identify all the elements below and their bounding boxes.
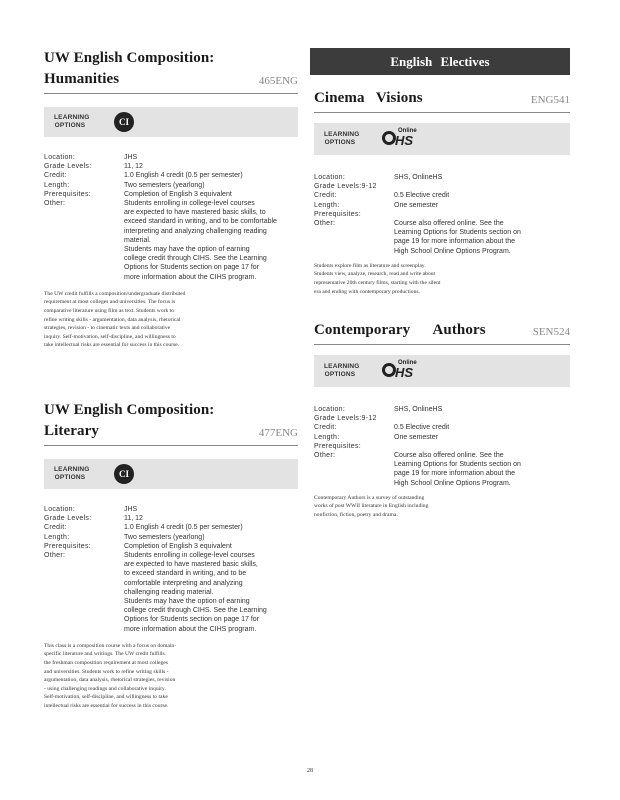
detail-label: Other:	[314, 220, 336, 228]
detail-value-line: page 19 for more information about the	[394, 470, 516, 478]
detail-row	[44, 533, 298, 542]
detail-value	[124, 505, 298, 514]
detail-row	[314, 433, 570, 442]
divider	[44, 445, 298, 446]
course-description	[44, 642, 298, 711]
detail-value-line	[394, 182, 570, 191]
learning-options-label: LEARNING OPTIONS	[54, 466, 90, 481]
detail-value-line: 1.0 English 4 credit (0.5 per semester)	[124, 524, 243, 532]
divider	[44, 93, 298, 94]
detail-value-line: are expected to have mastered basic skills, to	[124, 209, 266, 217]
detail-label: Other:	[44, 200, 66, 208]
detail-value-line: are expected to have mastered basic skills,	[124, 561, 258, 569]
detail-label: Grade Levels:	[44, 163, 92, 171]
detail-row	[44, 181, 298, 190]
detail-row	[44, 199, 298, 282]
learning-options-label: LEARNING OPTIONS	[324, 131, 360, 146]
detail-value	[124, 199, 298, 282]
detail-label: Location:	[314, 406, 346, 413]
course-title: Cinema Visions	[314, 90, 423, 106]
description-line: - using challenging readings and collaborative inquiry.	[44, 685, 166, 692]
detail-value-line	[394, 210, 570, 219]
detail-label: Credit:	[314, 424, 337, 432]
description-line: intellectual risks are essential for success in this course.	[44, 703, 169, 709]
detail-value-line: page 19 for more information about the	[394, 238, 516, 246]
detail-value-line: High School Online Options Program.	[394, 247, 511, 255]
description-line: refine writing skills - argumentation, data analysis, rhetorical	[44, 316, 181, 323]
detail-label: Credit:	[314, 192, 337, 200]
description-line: era and ending with contemporary productions.	[314, 288, 420, 295]
detail-row	[44, 514, 298, 523]
course-details	[44, 505, 298, 634]
detail-label: Prerequisites:	[44, 190, 91, 198]
detail-row	[314, 201, 570, 210]
detail-label: Location:	[44, 154, 76, 161]
detail-value-line: 0.5 Elective credit	[394, 424, 450, 432]
detail-label: Credit:	[44, 524, 67, 532]
detail-value	[394, 433, 570, 442]
course-details	[314, 173, 570, 256]
online-hs-logo-icon: Online HS	[382, 360, 422, 382]
detail-value	[124, 551, 298, 634]
detail-row	[314, 414, 570, 423]
description-line: take intellectual risks are essential for success in this course.	[44, 342, 180, 349]
detail-value-line: SHS, OnlineHS	[394, 406, 443, 413]
detail-value-line: interpreting and analyzing challenging reading	[124, 227, 267, 235]
detail-row	[314, 442, 570, 451]
detail-row	[314, 405, 570, 414]
detail-value-line: 11, 12	[124, 515, 143, 523]
detail-value-line: Completion of English 3 equivalent	[124, 542, 232, 550]
description-line: works of post WWII literature in English including	[314, 503, 429, 510]
detail-value-line: college credit through CIHS. See the Learning	[124, 255, 267, 263]
divider	[314, 112, 570, 113]
detail-value	[124, 153, 298, 162]
cihs-logo-icon: CI	[114, 464, 134, 484]
learning-options-bar	[314, 123, 570, 155]
detail-value-line: SHS, OnlineHS	[394, 174, 443, 181]
detail-row	[44, 542, 298, 551]
course-code: SEN524	[532, 326, 570, 338]
detail-value	[394, 442, 570, 451]
detail-row	[44, 171, 298, 180]
detail-row	[314, 451, 570, 488]
detail-value-line: Students may have the option of earning	[124, 246, 250, 254]
online-hs-logo-icon: Online HS	[382, 128, 422, 150]
course-code: 477ENG	[258, 427, 298, 439]
course-description	[44, 290, 298, 350]
detail-value	[394, 210, 570, 219]
detail-value-line: Students enrolling in college-level courses	[124, 552, 255, 560]
detail-value-line	[394, 414, 570, 423]
detail-value-line: Two semesters (yearlong)	[124, 533, 205, 541]
learning-options-label: LEARNING OPTIONS	[54, 114, 90, 129]
detail-label: Credit:	[44, 172, 67, 180]
detail-label: Length:	[44, 181, 70, 189]
detail-row	[314, 219, 570, 256]
learning-options-bar	[44, 459, 298, 489]
description-line: requirement at most colleges and universities. The focus is	[44, 299, 176, 306]
course-description	[314, 494, 570, 520]
detail-value-line: Options for Students section on page 17 for	[124, 264, 260, 272]
description-line: argumentation, data analysis, rhetorical strategies, revision	[44, 677, 176, 684]
detail-label: Location:	[314, 174, 346, 181]
detail-value	[394, 201, 570, 210]
description-line: and universities. Students work to refine writing skills -	[44, 668, 169, 675]
course-literary	[44, 400, 298, 711]
detail-row	[314, 182, 570, 191]
detail-value-line: challenging reading material.	[124, 588, 214, 596]
detail-value	[394, 219, 570, 256]
detail-label: Length:	[314, 433, 340, 441]
detail-label: Other:	[314, 452, 336, 460]
course-description	[314, 262, 570, 296]
detail-label: Grade Levels:9-12	[314, 415, 377, 423]
description-line: inquiry. Self-motivation, self-discipline, and willingness to	[44, 333, 176, 340]
detail-label: Other:	[44, 552, 66, 560]
detail-row	[44, 523, 298, 532]
description-line: nonfiction, fiction, poetry and drama.	[314, 512, 398, 519]
divider	[314, 344, 570, 345]
detail-value	[124, 542, 298, 551]
description-line: Contemporary Authors is a survey of outstanding	[314, 494, 425, 501]
description-line: Students explore film as literature and screenplay.	[314, 262, 426, 269]
detail-value	[394, 423, 570, 432]
detail-value-line: Two semesters (yearlong)	[124, 181, 205, 189]
course-code: 465ENG	[258, 75, 298, 87]
learning-options-bar	[44, 107, 298, 137]
detail-label: Prerequisites:	[44, 542, 91, 550]
detail-value	[394, 182, 570, 191]
detail-row	[44, 190, 298, 199]
detail-value-line: 1.0 English 4 credit (0.5 per semester)	[124, 172, 243, 180]
detail-value-line: Options for Students section on page 17 for	[124, 616, 260, 624]
description-line: The UW credit fulfills a composition/undergraduate distributed	[44, 290, 186, 297]
course-details	[44, 153, 298, 282]
detail-value	[394, 173, 570, 182]
detail-value-line: Course also offered online. See the	[394, 220, 504, 228]
detail-value-line: Students enrolling in college-level courses	[124, 200, 255, 208]
detail-value	[124, 171, 298, 180]
course-contemporary-authors	[314, 320, 570, 520]
detail-value	[124, 523, 298, 532]
detail-value-line: JHS	[124, 154, 138, 161]
detail-value-line: comfortable interpreting and analyzing	[124, 579, 243, 587]
detail-value-line: JHS	[124, 506, 138, 513]
detail-value	[394, 414, 570, 423]
detail-value-line: Course also offered online. See the	[394, 452, 504, 460]
detail-label: Grade Levels:9-12	[314, 183, 377, 191]
detail-value	[124, 533, 298, 542]
detail-value-line: Learning Options for Students section on	[394, 461, 521, 469]
cihs-logo-icon: CI	[114, 112, 134, 132]
description-line: strategies, revision - to cinematic texts and collaborative	[44, 325, 171, 332]
course-title-row	[44, 400, 298, 442]
course-title: UW English Composition: Literary	[44, 402, 215, 439]
detail-value-line	[394, 442, 570, 451]
detail-row	[314, 423, 570, 432]
detail-value-line: exceed standard in writing, and to be comfortable	[124, 218, 277, 226]
detail-value-line: material.	[124, 236, 151, 244]
detail-value	[124, 181, 298, 190]
detail-value	[394, 451, 570, 488]
description-line: Students view, analyze, research, read and write about	[314, 271, 436, 278]
detail-value-line: more information about the CIHS program.	[124, 273, 257, 281]
description-line: specific literature and writings. The UW credit fulfills	[44, 651, 165, 658]
detail-label: Prerequisites:	[314, 442, 361, 450]
detail-label: Location:	[44, 506, 76, 513]
detail-row	[314, 210, 570, 219]
description-line: comparative literature using film as text. Students work to	[44, 308, 175, 315]
detail-value-line: Students may have the option of earning	[124, 598, 250, 606]
course-cinema-visions	[314, 88, 570, 296]
detail-value	[124, 190, 298, 199]
detail-value	[124, 162, 298, 171]
page-number: 28	[307, 768, 313, 774]
detail-value-line: to exceed standard in writing, and to be	[124, 570, 247, 578]
detail-label: Length:	[314, 201, 340, 209]
detail-label: Grade Levels:	[44, 515, 92, 523]
detail-row	[44, 153, 298, 162]
detail-value-line: Learning Options for Students section on	[394, 229, 521, 237]
course-title-row	[44, 48, 298, 90]
detail-row	[44, 505, 298, 514]
course-details	[314, 405, 570, 488]
detail-value-line: One semester	[394, 433, 438, 441]
detail-row	[44, 551, 298, 634]
detail-value-line: 11, 12	[124, 163, 143, 171]
detail-row	[314, 173, 570, 182]
course-title-row	[314, 88, 570, 109]
detail-value-line: One semester	[394, 201, 438, 209]
detail-label: Prerequisites:	[314, 210, 361, 218]
detail-value-line: college credit through CIHS. See the Learning	[124, 607, 267, 615]
description-line: representative 20th century films, starting with the silent	[314, 280, 441, 287]
detail-value	[124, 514, 298, 523]
description-line: Self-motivation, self-discipline, and willingness to take	[44, 694, 168, 701]
detail-row	[44, 162, 298, 171]
detail-value	[394, 191, 570, 200]
detail-label: Length:	[44, 533, 70, 541]
course-title: UW English Composition: Humanities	[44, 50, 215, 87]
detail-value-line: High School Online Options Program.	[394, 479, 511, 487]
course-code: ENG541	[530, 94, 570, 106]
english-electives-banner: English Electives	[310, 48, 570, 75]
description-line: This class is a composition course with a focus on domain-	[44, 642, 177, 649]
description-line: the freshman composition requirement at most colleges	[44, 660, 168, 667]
learning-options-label: LEARNING OPTIONS	[324, 363, 360, 378]
detail-value-line: more information about the CIHS program.	[124, 625, 257, 633]
detail-value-line: 0.5 Elective credit	[394, 192, 450, 200]
course-title: Contemporary Authors	[314, 322, 486, 338]
detail-value-line: Completion of English 3 equivalent	[124, 190, 232, 198]
course-title-row	[314, 320, 570, 341]
learning-options-bar	[314, 355, 570, 387]
course-humanities	[44, 48, 298, 350]
detail-value	[394, 405, 570, 414]
detail-row	[314, 191, 570, 200]
